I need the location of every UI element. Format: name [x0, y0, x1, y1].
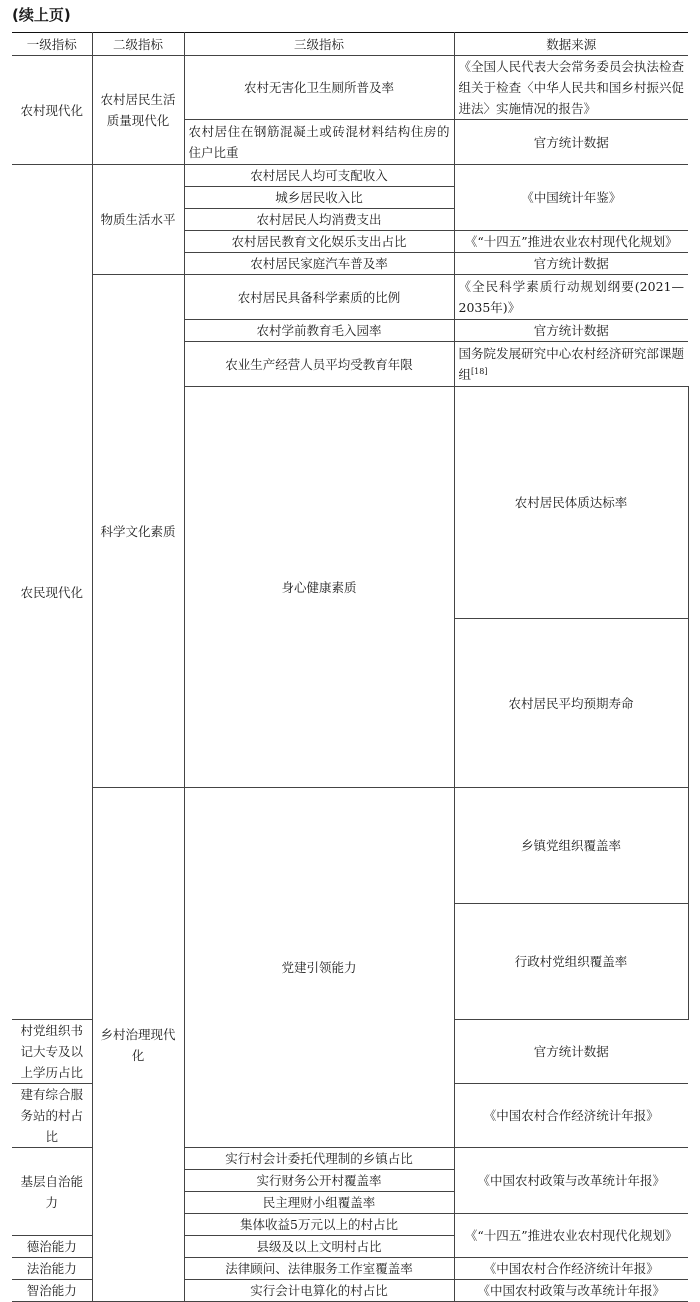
source-cell: 《中国农村合作经济统计年报》	[454, 1084, 688, 1148]
level3-cell: 实行会计电算化的村占比	[184, 1280, 454, 1302]
level3-cell: 农村学前教育毛入园率	[184, 320, 454, 342]
source-cell: 《“十四五”推进农业农村现代化规划》	[454, 231, 688, 253]
level3-cell: 建有综合服务站的村占比	[12, 1084, 92, 1148]
level1-cell: 乡村治理现代化	[92, 788, 184, 1302]
level3-cell: 民主理财小组覆盖率	[184, 1192, 454, 1214]
level3-cell: 县级及以上文明村占比	[184, 1236, 454, 1258]
level2-cell: 基层自治能力	[12, 1148, 92, 1236]
source-cell: 官方统计数据	[454, 253, 688, 275]
source-text: 国务院发展研究中心农村经济研究部课题组	[458, 346, 684, 382]
level2-cell: 党建引领能力	[184, 788, 454, 1148]
table-row	[12, 165, 688, 187]
level3-cell: 农村居民平均预期寿命	[454, 619, 688, 788]
source-cell: 《“十四五”推进农业农村现代化规划》	[454, 1214, 688, 1258]
level2-cell: 物质生活水平	[92, 165, 184, 275]
level3-cell: 乡镇党组织覆盖率	[454, 788, 688, 904]
table-row	[12, 56, 688, 120]
level2-cell: 科学文化素质	[92, 275, 184, 788]
level2-cell: 法治能力	[12, 1258, 92, 1280]
header-level2: 二级指标	[92, 33, 184, 56]
level3-cell: 农村居民人均可支配收入	[184, 165, 454, 187]
reference-mark: [18]	[471, 366, 488, 376]
level2-cell: 德治能力	[12, 1236, 92, 1258]
level1-cell: 农村现代化	[12, 56, 92, 165]
source-cell: 《中国农村政策与改革统计年报》	[454, 1148, 688, 1214]
header-level1: 一级指标	[12, 33, 92, 56]
level3-cell: 村党组织书记大专及以上学历占比	[12, 1020, 92, 1084]
level3-cell: 农村居民人均消费支出	[184, 209, 454, 231]
header-row	[12, 33, 688, 56]
level3-cell: 农村无害化卫生厕所普及率	[184, 56, 454, 120]
header-level3: 三级指标	[184, 33, 454, 56]
source-cell: 《中国农村合作经济统计年报》	[454, 1258, 688, 1280]
level3-cell: 农村居民体质达标率	[454, 387, 688, 619]
level2-cell: 农村居民生活质量现代化	[92, 56, 184, 165]
level1-cell: 农民现代化	[12, 165, 92, 1020]
level3-cell: 农村居民家庭汽车普及率	[184, 253, 454, 275]
level3-cell: 农村居民具备科学素质的比例	[184, 275, 454, 320]
header-source: 数据来源	[454, 33, 688, 56]
level2-cell: 身心健康素质	[184, 387, 454, 788]
source-cell: 官方统计数据	[454, 320, 688, 342]
source-cell: 《全民科学素质行动规划纲要(2021—2035年)》	[454, 275, 688, 320]
level3-cell: 实行村会计委托代理制的乡镇占比	[184, 1148, 454, 1170]
level3-cell: 农村居住在钢筋混凝土或砖混材料结构住房的住户比重	[184, 120, 454, 165]
indicator-table	[12, 32, 688, 1302]
source-cell: 官方统计数据	[454, 1020, 688, 1084]
table-row	[12, 788, 688, 904]
source-cell: 《全国人民代表大会常务委员会执法检查组关于检查〈中华人民共和国乡村振兴促进法〉实施情况的报告》	[454, 56, 688, 120]
level3-cell: 农村居民教育文化娱乐支出占比	[184, 231, 454, 253]
source-cell: 《中国统计年鉴》	[454, 165, 688, 231]
source-cell	[454, 342, 688, 387]
source-cell: 官方统计数据	[454, 120, 688, 165]
continued-label: (续上页)	[12, 6, 71, 24]
source-cell: 《中国农村政策与改革统计年报》	[454, 1280, 688, 1302]
level3-cell: 城乡居民收入比	[184, 187, 454, 209]
level3-cell: 法律顾问、法律服务工作室覆盖率	[184, 1258, 454, 1280]
level3-cell: 行政村党组织覆盖率	[454, 904, 688, 1020]
level3-cell: 集体收益5万元以上的村占比	[184, 1214, 454, 1236]
level2-cell: 智治能力	[12, 1280, 92, 1302]
table-row	[12, 275, 688, 320]
level3-cell: 实行财务公开村覆盖率	[184, 1170, 454, 1192]
level3-cell: 农业生产经营人员平均受教育年限	[184, 342, 454, 387]
